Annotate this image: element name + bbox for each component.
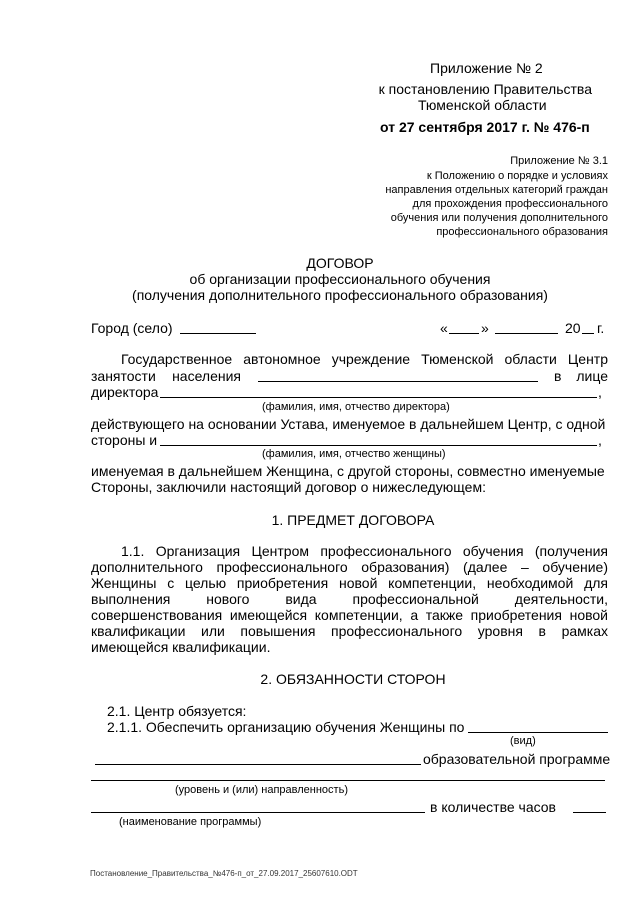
program-name-blank[interactable]	[91, 812, 425, 813]
contract-title: ДОГОВОР	[306, 255, 374, 271]
employment-center-blank[interactable]	[258, 381, 538, 382]
preamble-line-5a: стороны и	[91, 432, 158, 448]
city-blank[interactable]	[180, 333, 256, 334]
preamble-line-7: Стороны, заключили настоящий договор о нижеследующем:	[91, 479, 486, 495]
preamble-line-2a: занятости населения	[91, 368, 241, 384]
section-2-1: 2.1. Центр обязуется:	[107, 703, 247, 719]
program-type-blank[interactable]	[468, 732, 608, 733]
section-2-heading: 2. ОБЯЗАННОСТИ СТОРОН	[260, 671, 446, 687]
year-suffix: г.	[597, 320, 605, 336]
subheader-line-5: обучения или получения дополнительного	[390, 212, 608, 224]
section-1-heading: 1. ПРЕДМЕТ ДОГОВОРА	[271, 512, 435, 528]
hint-director: (фамилия, имя, отчество директора)	[262, 401, 450, 413]
hint-woman: (фамилия, имя, отчество женщины)	[262, 448, 446, 460]
section-1-line-7: имеющейся квалификации.	[91, 639, 271, 655]
preamble-line-1: Государственное автономное учреждение Тюменской области Центр	[121, 351, 608, 367]
year-blank[interactable]	[582, 333, 594, 334]
subheader-line-3: направления отдельных категорий граждан	[385, 184, 608, 196]
footer-filename: Постановление_Правительства_№476-п_от_27.09.2017_25607610.ODT	[90, 869, 358, 878]
quote-open: «	[440, 320, 448, 336]
day-blank[interactable]	[449, 333, 479, 334]
woman-comma: ,	[598, 432, 602, 448]
director-name-blank[interactable]	[160, 397, 597, 398]
woman-name-blank[interactable]	[160, 445, 597, 446]
city-label: Город (село)	[91, 320, 173, 336]
preamble-line-4: действующего на основании Устава, именуемое в дальнейшем Центр, с одной	[91, 416, 606, 432]
year-prefix: 20	[565, 320, 581, 336]
hint-type: (вид)	[510, 735, 536, 747]
section-1-line-4: выполнения нового вида профессиональной деятельности,	[91, 591, 608, 607]
section-1-line-5: совершенствования имеющейся компетенции, а также приобретения новой	[91, 607, 608, 623]
subheader-line-2: к Положению о порядке и условиях	[426, 170, 608, 182]
hours-label: в количестве часов	[430, 799, 556, 815]
preamble-line-6: именуемая в дальнейшем Женщина, с другой стороны, совместно именуемые	[91, 463, 605, 479]
appendix-title: Приложение № 2	[430, 60, 543, 76]
program-type-continuation-blank[interactable]	[95, 764, 421, 765]
quote-close: »	[481, 320, 489, 336]
resolution-date-number: от 27 сентября 2017 г. № 476-п	[380, 119, 590, 135]
resolution-line-2: Тюменской области	[418, 97, 547, 113]
subheader-line-6: профессионального образования	[436, 226, 608, 238]
program-level-blank[interactable]	[91, 780, 605, 781]
subheader-line-1: Приложение № 3.1	[510, 155, 608, 167]
section-1-line-3: Женщины с целью приобретения новой компетенции, необходимой для	[91, 575, 608, 591]
hint-name: (наименование программы)	[119, 816, 262, 828]
resolution-line-1: к постановлению Правительства	[378, 81, 592, 97]
hint-level: (уровень и (или) направленность)	[175, 784, 348, 796]
section-2-1-1: 2.1.1. Обеспечить организацию обучения Женщины по	[107, 719, 465, 735]
contract-subtitle-2: (получения дополнительного профессионального образования)	[132, 287, 548, 303]
subheader-line-4: для прохождения профессионального	[412, 198, 608, 210]
preamble-line-3a: директора	[91, 384, 159, 400]
section-1-line-2: дополнительного профессионального образования) (далее – обучение)	[91, 559, 608, 575]
section-1-line-1: 1.1. Организация Центром профессионального обучения (получения	[121, 543, 608, 559]
section-1-line-6: квалификации или повышения профессионального уровня в рамках	[91, 623, 608, 639]
edu-program-label: образовательной программе	[423, 751, 611, 767]
hours-blank[interactable]	[573, 812, 606, 813]
contract-subtitle: об организации профессионального обучения	[189, 271, 491, 287]
director-comma: ,	[598, 384, 602, 400]
preamble-line-2b: в лице	[554, 368, 608, 384]
month-blank[interactable]	[495, 333, 558, 334]
